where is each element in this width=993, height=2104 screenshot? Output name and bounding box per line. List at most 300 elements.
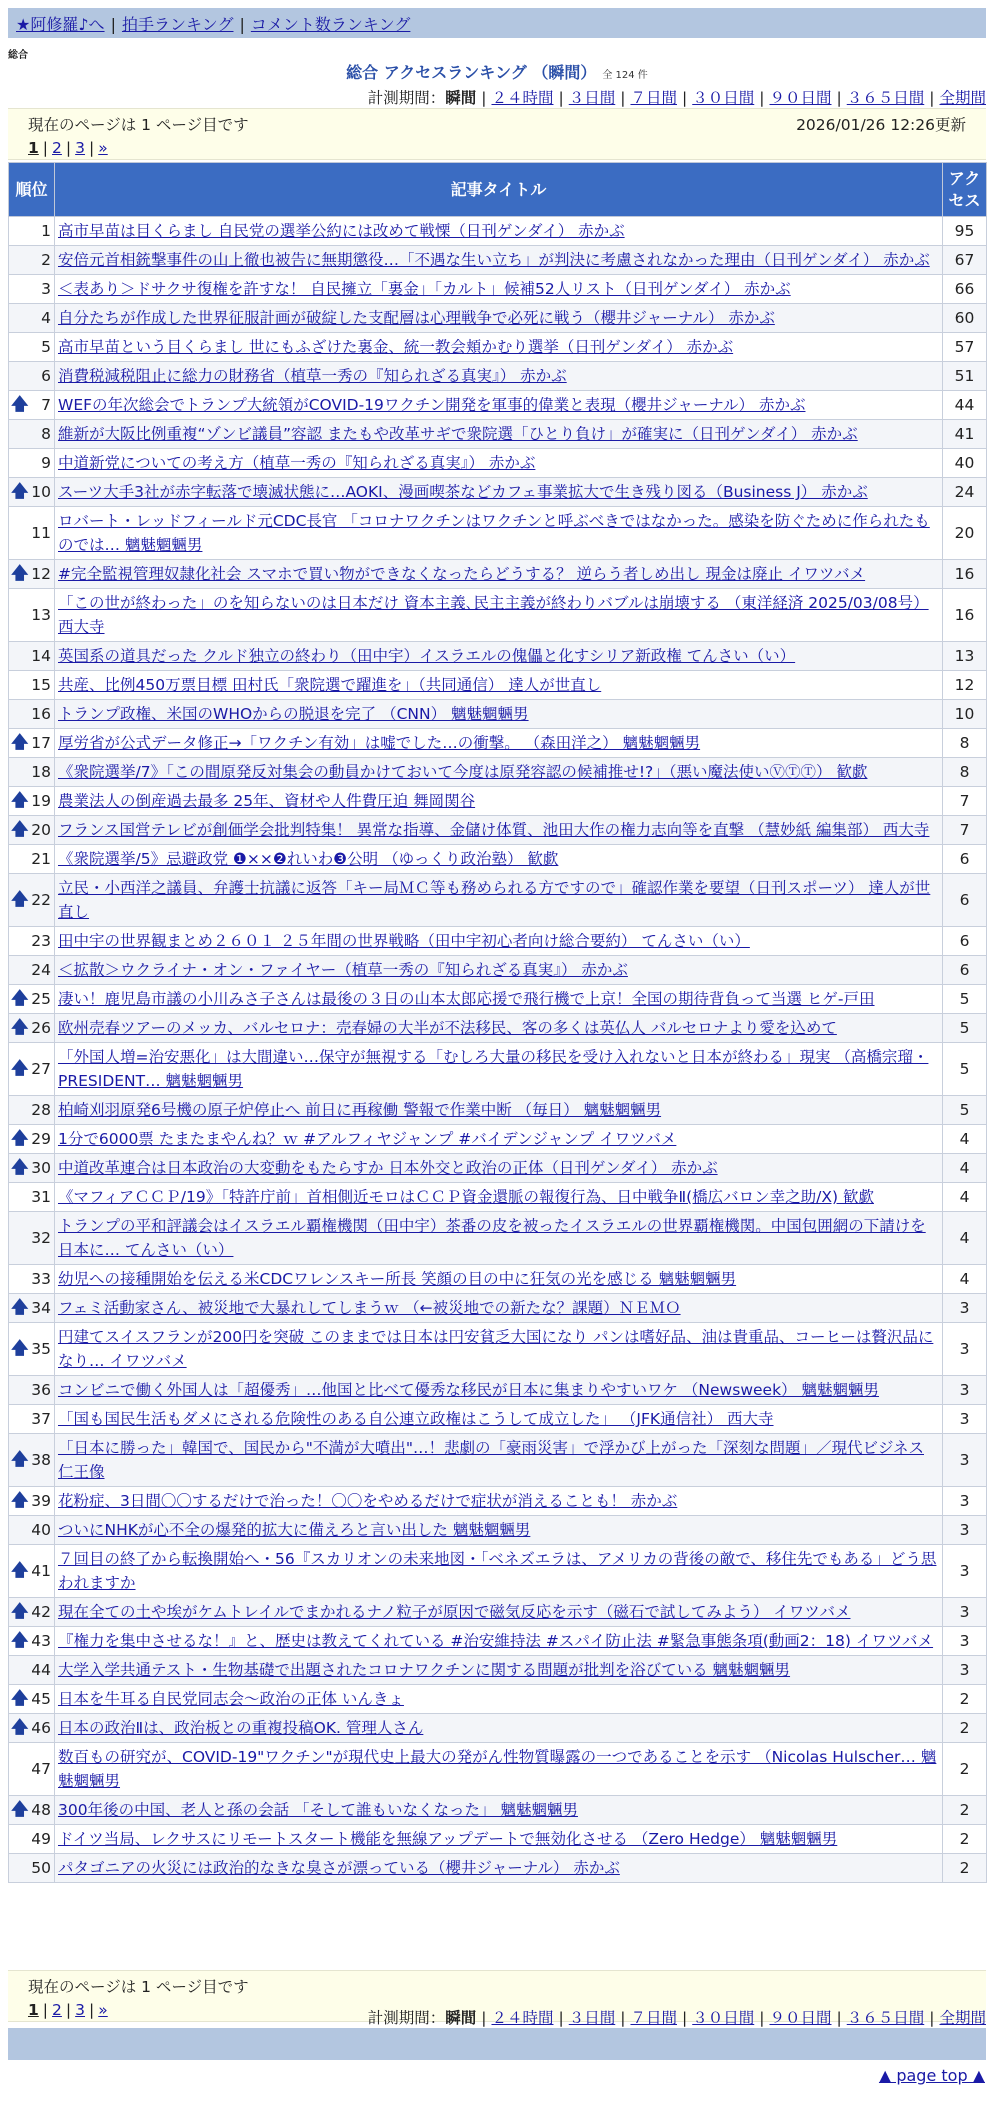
rank-number: 22	[31, 891, 51, 909]
rank-cell	[9, 1487, 55, 1516]
article-title-link[interactable]: 立民・小西洋之議員、弁護士抗議に返答「キー局ＭＣ等も務められる方ですので」確認作業を要望（日刊スポーツ） 達人が世直し	[58, 879, 931, 921]
title-cell	[55, 758, 943, 787]
article-title-link[interactable]: 安倍元首相銃撃事件の山上徹也被告に無期懲役…「不遇な生い立ち」が判決に考慮されなかった理由（日刊ゲンダイ） 赤かぶ	[58, 251, 930, 269]
access-count: 13	[943, 642, 987, 671]
title-cell	[55, 391, 943, 420]
period-selector-top	[8, 86, 986, 108]
article-title-link[interactable]: フランス国営テレビが創価学会批判特集！ 異常な指導、金儲け体質、池田大作の権力志向等を直撃 （慧妙紙 編集部） 西大寺	[58, 821, 930, 839]
title-cell	[55, 449, 943, 478]
rank-cell	[9, 1376, 55, 1405]
article-title-link[interactable]: 自分たちが作成した世界征服計画が破綻した支配層は心理戦争で必死に戦う（櫻井ジャーナル） 赤かぶ	[58, 309, 775, 327]
rank-up-arrow-icon: 🡅	[11, 1128, 29, 1149]
article-title-link[interactable]: 花粉症、3日間〇〇するだけで治った！〇〇をやめるだけで症状が消えることも！ 赤かぶ	[58, 1492, 678, 1510]
rank-number: 50	[31, 1859, 51, 1877]
article-title-link[interactable]: 大学入学共通テスト・生物基礎で出題されたコロナワクチンに関する問題が批判を浴びている 魑魅魍魎男	[58, 1661, 791, 1679]
rank-cell	[9, 1796, 55, 1825]
rank-number: 35	[31, 1340, 51, 1358]
access-count: 16	[943, 589, 987, 642]
rank-cell	[9, 362, 55, 391]
rank-number: 37	[31, 1410, 51, 1428]
rank-cell	[9, 1685, 55, 1714]
rank-cell	[9, 816, 55, 845]
title-cell	[55, 1685, 943, 1714]
current-page-number: 1	[28, 139, 39, 157]
rank-cell	[9, 478, 55, 507]
article-title-link[interactable]: 幼児への接種開始を伝える米CDCワレンスキー所長 笑顔の目の中に狂気の光を感じる 魑魅魍魎男	[58, 1270, 737, 1288]
rank-cell	[9, 589, 55, 642]
table-row	[9, 507, 987, 560]
article-title-link[interactable]: パタゴニアの火災には政治的なきな臭さが漂っている（櫻井ジャーナル） 赤かぶ	[58, 1859, 620, 1877]
article-title-link[interactable]: WEFの年次総会でトランプ大統領がCOVID-19ワクチン開発を軍事的偉業と表現（櫻井ジャーナル） 赤かぶ	[58, 396, 806, 414]
table-row	[9, 589, 987, 642]
access-count: 67	[943, 246, 987, 275]
page-top-link[interactable]: ▲ page top ▲	[878, 2066, 985, 2085]
rank-cell	[9, 956, 55, 985]
article-title-link[interactable]: ロバート・レッドフィールド元CDC長官 「コロナワクチンはワクチンと呼ぶべきではなかった。感染を防ぐために作られたものでは… 魑魅魍魎男	[58, 512, 930, 554]
rank-cell	[9, 1125, 55, 1154]
rank-number: 33	[31, 1270, 51, 1288]
article-title-link[interactable]: 『権力を集中させるな！』と、歴史は教えてくれている #治安維持法 #スパイ防止法 #緊急事態条項(動画2：18) イワツバメ	[58, 1632, 934, 1650]
rank-cell	[9, 333, 55, 362]
article-title-link[interactable]: 数百もの研究が、COVID-19"ワクチン"が現代史上最大の発がん性物質曝露の一つであることを示す （Nicolas Hulscher… 魑魅魍魎男	[58, 1748, 937, 1790]
table-row	[9, 1825, 987, 1854]
article-title-link[interactable]: 「国も国民生活もダメにされる危険性のある自公連立政権はこうして成立した」 （JFK通信社） 西大寺	[58, 1410, 774, 1428]
table-row	[9, 1656, 987, 1685]
next-page-link[interactable]: »	[98, 2001, 108, 2019]
rank-number: 27	[31, 1060, 51, 1078]
article-title-link[interactable]: 日本の政治Ⅱは、政治板との重複投稿OK. 管理人さん	[58, 1719, 424, 1737]
access-count: 24	[943, 478, 987, 507]
article-title-link[interactable]: 「この世が終わった」のを知らないのは日本だけ 資本主義､民主主義が終わりバブルは崩壊する （東洋経済 2025/03/08号） 西大寺	[58, 594, 929, 636]
article-title-link[interactable]: 柏崎刈羽原発6号機の原子炉停止へ 前日に再稼働 警報で作業中断 （毎日） 魑魅魍魎男	[58, 1101, 662, 1119]
table-row	[9, 1854, 987, 1883]
table-row	[9, 217, 987, 246]
access-count: 44	[943, 391, 987, 420]
rank-cell	[9, 1825, 55, 1854]
nav-separator: |	[110, 15, 116, 34]
access-count: 2	[943, 1714, 987, 1743]
title-cell	[55, 1743, 943, 1796]
access-count: 3	[943, 1545, 987, 1598]
period-link[interactable]: ９０日間	[769, 89, 832, 107]
rank-number: 41	[31, 1562, 51, 1580]
current-page-text: 現在のページは 1 ページ目です	[28, 116, 249, 134]
rank-number: 12	[31, 565, 51, 583]
footer-pagetop	[879, 2066, 985, 2085]
title-cell	[55, 1265, 943, 1294]
access-count: 41	[943, 420, 987, 449]
access-count: 3	[943, 1598, 987, 1627]
rank-number: 8	[41, 425, 51, 443]
access-count: 66	[943, 275, 987, 304]
table-row	[9, 1627, 987, 1656]
access-count: 4	[943, 1265, 987, 1294]
table-row	[9, 729, 987, 758]
title-cell	[55, 1656, 943, 1685]
period-separator: |	[929, 2009, 935, 2027]
rank-up-arrow-icon: 🡅	[11, 1688, 29, 1709]
table-header-row	[9, 163, 987, 217]
rank-cell	[9, 1183, 55, 1212]
ranking-title	[8, 60, 986, 83]
rank-number: 40	[31, 1521, 51, 1539]
table-row	[9, 478, 987, 507]
period-link[interactable]: 全期間	[939, 89, 986, 107]
rank-number: 7	[41, 396, 51, 414]
table-row	[9, 1212, 987, 1265]
next-page-link[interactable]: »	[98, 139, 108, 157]
page-separator: |	[42, 2001, 49, 2019]
access-count: 2	[943, 1796, 987, 1825]
total-count: 全 124 件	[602, 70, 648, 81]
updated-timestamp: 2026/01/26 12:26更新	[796, 116, 966, 134]
comment-ranking-link[interactable]: コメント数ランキング	[250, 15, 411, 34]
access-count: 4	[943, 1154, 987, 1183]
title-cell	[55, 362, 943, 391]
title-cell	[55, 985, 943, 1014]
access-count: 5	[943, 1014, 987, 1043]
page-link[interactable]: 3	[75, 2001, 86, 2019]
rank-number: 38	[31, 1451, 51, 1469]
rank-number: 16	[31, 705, 51, 723]
title-cell	[55, 1014, 943, 1043]
rank-cell	[9, 1212, 55, 1265]
rank-up-arrow-icon: 🡅	[11, 1601, 29, 1622]
period-link[interactable]: ３６５日間	[846, 2009, 925, 2027]
article-title-link[interactable]: 欧州売春ツアーのメッカ、バルセロナ：売春婦の大半が不法移民、客の多くは英仏人 バルセロナより愛を込めて	[58, 1019, 837, 1037]
access-count: 3	[943, 1516, 987, 1545]
title-cell	[55, 333, 943, 362]
article-title-link[interactable]: 中道新党についての考え方（植草一秀の『知られざる真実』） 赤かぶ	[58, 454, 536, 472]
rank-up-arrow-icon: 🡅	[11, 819, 29, 840]
title-cell	[55, 1598, 943, 1627]
period-link[interactable]: ７日間	[630, 89, 677, 107]
rank-cell	[9, 560, 55, 589]
table-row	[9, 362, 987, 391]
rank-cell	[9, 1096, 55, 1125]
article-title-link[interactable]: 中道改革連合は日本政治の大変動をもたらすか 日本外交と政治の正体（日刊ゲンダイ） 赤かぶ	[58, 1159, 718, 1177]
table-row	[9, 1796, 987, 1825]
rank-number: 15	[31, 676, 51, 694]
rank-number: 10	[31, 483, 51, 501]
ranking-body	[9, 217, 987, 1883]
article-title-link[interactable]: スーツ大手3社が赤字転落で壊滅状態に…AOKI、漫画喫茶などカフェ事業拡大で生き残り図る（Business J） 赤かぶ	[58, 483, 868, 501]
article-title-link[interactable]: トランプの平和評議会はイスラエル覇権機関（田中宇）茶番の皮を被ったイスラエルの世界覇権機関。中国包囲網の下請けを日本に… てんさい（い）	[58, 1217, 926, 1259]
period-link[interactable]: ３０日間	[692, 2009, 755, 2027]
article-title-link[interactable]: 英国系の道具だった クルド独立の終わり（田中宇）イスラエルの傀儡と化すシリア新政権 てんさい（い）	[58, 647, 796, 665]
title-cell	[55, 1096, 943, 1125]
title-cell	[55, 1154, 943, 1183]
title-cell	[55, 1405, 943, 1434]
clap-ranking-link[interactable]: 拍手ランキング	[121, 15, 234, 34]
period-link[interactable]: 全期間	[939, 2009, 986, 2027]
rank-cell	[9, 729, 55, 758]
period-current: 瞬間	[445, 89, 477, 107]
table-row	[9, 956, 987, 985]
title-cell	[55, 1376, 943, 1405]
rank-cell	[9, 985, 55, 1014]
table-row	[9, 1014, 987, 1043]
table-row	[9, 1516, 987, 1545]
access-count: 6	[943, 845, 987, 874]
article-title-link[interactable]: 現在全ての土や埃がケムトレイルでまかれるナノ粒子が原因で磁気反応を示す（磁石で試してみよう） イワツバメ	[58, 1603, 851, 1621]
rank-number: 2	[41, 251, 51, 269]
title-cell	[55, 927, 943, 956]
article-title-link[interactable]: 日本を牛耳る自民党同志会〜政治の正体 いんきょ	[58, 1690, 404, 1708]
title-cell	[55, 420, 943, 449]
article-title-link[interactable]: #完全監視管理奴隷化社会 スマホで買い物ができなくなったらどうする？ 逆らう者しめ出し 現金は廃止 イワツバメ	[58, 565, 866, 583]
access-count: 3	[943, 1294, 987, 1323]
access-count: 4	[943, 1183, 987, 1212]
rank-number: 20	[31, 821, 51, 839]
access-count: 4	[943, 1212, 987, 1265]
rank-number: 49	[31, 1830, 51, 1848]
rank-number: 6	[41, 367, 51, 385]
title-cell	[55, 560, 943, 589]
rank-cell	[9, 845, 55, 874]
table-row	[9, 845, 987, 874]
rank-up-arrow-icon: 🡅	[11, 1157, 29, 1178]
pager-status-row	[28, 113, 966, 135]
article-title-link[interactable]: 厚労省が公式データ修正→「ワクチン有効」は嘘でした…の衝撃。 （森田洋之） 魑魅魍魎男	[58, 734, 701, 752]
access-count: 51	[943, 362, 987, 391]
article-title-link[interactable]: トランプ政権、米国のWHOからの脱退を完了 （CNN） 魑魅魍魎男	[58, 705, 529, 723]
rank-number: 36	[31, 1381, 51, 1399]
article-title-link[interactable]: 「外国人増=治安悪化」は大間違い…保守が無視する「むしろ大量の移民を受け入れないと日本が終わる」現実 （高橋宗瑠・PRESIDENT… 魑魅魍魎男	[58, 1048, 929, 1090]
rank-cell	[9, 1656, 55, 1685]
table-row	[9, 671, 987, 700]
rank-number: 48	[31, 1801, 51, 1819]
rank-number: 14	[31, 647, 51, 665]
title-cell	[55, 1294, 943, 1323]
header-rank: 順位	[9, 163, 55, 217]
table-row	[9, 1434, 987, 1487]
rank-cell	[9, 420, 55, 449]
rank-number: 4	[41, 309, 51, 327]
article-title-link[interactable]: 《マフィアＣＣＰ/19》「特許庁前」首相側近モロはＣＣＰ資金還脈の報復行為、日中戦争Ⅱ(橋広バロン幸之助/Ⅹ) 歓歔	[58, 1188, 874, 1206]
access-count: 3	[943, 1656, 987, 1685]
article-title-link[interactable]: 「日本に勝った」韓国で、国民から"不満が大噴出"…！悲劇の「豪雨災害」で浮かび上がった「深刻な問題」／現代ビジネス 仁王像	[58, 1439, 924, 1481]
rank-up-arrow-icon: 🡅	[11, 988, 29, 1009]
rank-number: 18	[31, 763, 51, 781]
rank-cell	[9, 1714, 55, 1743]
access-count: 5	[943, 985, 987, 1014]
period-separator: |	[620, 89, 626, 107]
period-label: 計測期間：	[367, 2009, 446, 2027]
table-row	[9, 560, 987, 589]
period-separator: |	[620, 2009, 626, 2027]
article-title-link[interactable]: 共産、比例450万票目標 田村氏「衆院選で躍進を」（共同通信） 達人が世直し	[58, 676, 602, 694]
title-cell	[55, 1487, 943, 1516]
article-title-link[interactable]: 高市早苗は目くらまし 自民党の選挙公約には改めて戦慄（日刊ゲンダイ） 赤かぶ	[58, 222, 625, 240]
page-separator: |	[89, 2001, 95, 2019]
period-link[interactable]: ３日間	[568, 2009, 616, 2027]
rank-up-arrow-icon: 🡅	[11, 563, 29, 584]
title-cell	[55, 304, 943, 333]
article-title-link[interactable]: ドイツ当局、レクサスにリモートスタート機能を無線アップデートで無効化させる （Zero Hedge） 魑魅魍魎男	[58, 1830, 838, 1848]
article-title-link[interactable]: 《衆院選挙/7》「この間原発反対集会の動員かけておいて今度は原発容認の候補推せ!?」（悪い魔法使いⓋⓉⓉ） 歓歔	[58, 763, 868, 781]
title-cell	[55, 845, 943, 874]
table-row	[9, 787, 987, 816]
page-link[interactable]: 2	[52, 139, 62, 157]
rank-number: 29	[31, 1130, 51, 1148]
access-count: 3	[943, 1405, 987, 1434]
period-link[interactable]: ９０日間	[769, 2009, 832, 2027]
access-count: 16	[943, 560, 987, 589]
access-count: 6	[943, 874, 987, 927]
rank-number: 34	[31, 1299, 51, 1317]
title-cell	[55, 874, 943, 927]
title-cell	[55, 1854, 943, 1883]
page-separator: |	[65, 139, 72, 157]
title-cell	[55, 1212, 943, 1265]
access-count: 2	[943, 1743, 987, 1796]
rank-cell	[9, 1743, 55, 1796]
article-title-link[interactable]: 300年後の中国、老人と孫の会話 「そして誰もいなくなった」 魑魅魍魎男	[58, 1801, 578, 1819]
access-count: 3	[943, 1376, 987, 1405]
rank-number: 25	[31, 990, 51, 1008]
article-title-link[interactable]: 高市早苗という目くらまし 世にもふざけた裏金、統一教会頬かむり選挙（日刊ゲンダイ） 赤かぶ	[58, 338, 734, 356]
rank-number: 9	[41, 454, 51, 472]
period-separator: |	[682, 2009, 688, 2027]
table-row	[9, 304, 987, 333]
article-title-link[interactable]: 維新が大阪比例重複“ゾンビ議員”容認 またもや改革サギで衆院選「ひとり負け」が確実に（日刊ゲンダイ） 赤かぶ	[58, 425, 858, 443]
access-count: 20	[943, 507, 987, 560]
access-count: 3	[943, 1323, 987, 1376]
period-link[interactable]: ３６５日間	[846, 89, 925, 107]
title-cell	[55, 246, 943, 275]
rank-up-arrow-icon: 🡅	[11, 790, 29, 811]
rank-number: 30	[31, 1159, 51, 1177]
rank-up-arrow-icon: 🡅	[11, 1799, 29, 1820]
title-cell	[55, 1516, 943, 1545]
rank-up-arrow-icon: 🡅	[11, 394, 29, 415]
table-row	[9, 1714, 987, 1743]
rank-number: 39	[31, 1492, 51, 1510]
rank-number: 47	[31, 1760, 51, 1778]
rank-up-arrow-icon: 🡅	[11, 1297, 29, 1318]
article-title-link[interactable]: フェミ活動家さん、被災地で大暴れしてしまうｗ （←被災地での新たな？課題）ＮＥＭＯ	[58, 1299, 681, 1317]
rank-up-arrow-icon: 🡅	[11, 481, 29, 502]
title-cell	[55, 217, 943, 246]
article-title-link[interactable]: 《衆院選挙/5》忌避政党 ❶××❷れいわ❸公明 （ゆっくり政治塾） 歓歔	[58, 850, 559, 868]
rank-number: 23	[31, 932, 51, 950]
rank-cell	[9, 1434, 55, 1487]
pager-top	[8, 108, 986, 160]
table-row	[9, 1125, 987, 1154]
period-link[interactable]: ７日間	[630, 2009, 677, 2027]
access-count: 3	[943, 1434, 987, 1487]
nav-separator: |	[239, 15, 245, 34]
access-count: 2	[943, 1825, 987, 1854]
period-link[interactable]: ３０日間	[692, 89, 755, 107]
page-link[interactable]: 2	[52, 2001, 62, 2019]
table-row	[9, 1183, 987, 1212]
period-separator: |	[836, 2009, 842, 2027]
period-link[interactable]: ３日間	[568, 89, 616, 107]
rank-number: 28	[31, 1101, 51, 1119]
rank-cell	[9, 700, 55, 729]
article-title-link[interactable]: ついにNHKが心不全の爆発的拡大に備えろと言い出した 魑魅魍魎男	[58, 1521, 531, 1539]
pager-status-row	[28, 1975, 966, 1997]
rank-up-arrow-icon: 🡅	[11, 889, 29, 910]
table-row	[9, 246, 987, 275]
title-cell	[55, 1627, 943, 1656]
access-count: 6	[943, 956, 987, 985]
table-row	[9, 391, 987, 420]
period-separator: |	[836, 89, 842, 107]
article-title-link[interactable]: コンビニで働く外国人は「超優秀」…他国と比べて優秀な移民が日本に集まりやすいワケ （Newsweek） 魑魅魍魎男	[58, 1381, 879, 1399]
rank-up-arrow-icon: 🡅	[11, 1017, 29, 1038]
article-title-link[interactable]: 田中宇の世界観まとめ２６０１ ２５年間の世界戦略（田中宇初心者向け総合要約） てんさい（い）	[58, 932, 750, 950]
article-title-link[interactable]: ＜表あり＞ドサクサ復権を許すな！ 自民擁立「裏金」「カルト」候補52人リスト（日刊ゲンダイ） 赤かぶ	[58, 280, 791, 298]
table-row	[9, 420, 987, 449]
table-row	[9, 927, 987, 956]
ranking-table	[8, 162, 987, 1883]
access-count: 8	[943, 729, 987, 758]
period-link[interactable]: ２４時間	[491, 2009, 554, 2027]
rank-cell	[9, 1014, 55, 1043]
access-count: 3	[943, 1627, 987, 1656]
home-link[interactable]: ★阿修羅♪へ	[16, 15, 105, 34]
access-count: 6	[943, 927, 987, 956]
article-title-link[interactable]: 消費税減税阻止に総力の財務省（植草一秀の『知られざる真実』） 赤かぶ	[58, 367, 567, 385]
rank-cell	[9, 1265, 55, 1294]
rank-cell	[9, 874, 55, 927]
article-title-link[interactable]: 1分で6000票 たまたまやんね？ｗ #アルフィヤジャンプ #バイデンジャンプ イワツバメ	[58, 1130, 677, 1148]
rank-cell	[9, 1294, 55, 1323]
article-title-link[interactable]: 円建てスイスフランが200円を突破 このままでは日本は円安貧乏大国になり パンは嗜好品、油は貴重品、コーヒーは贅沢品になり… イワツバメ	[58, 1328, 934, 1370]
rank-cell	[9, 1545, 55, 1598]
rank-cell	[9, 642, 55, 671]
rank-number: 32	[31, 1229, 51, 1247]
title-cell	[55, 1825, 943, 1854]
title-cell	[55, 1545, 943, 1598]
article-title-link[interactable]: ７回目の終了から転換開始へ・56『スカリオンの未来地図・「ベネズエラは、アメリカの背後の敵で、移住先でもある」どう思われますか	[58, 1550, 937, 1592]
access-count: 4	[943, 1125, 987, 1154]
rank-cell	[9, 246, 55, 275]
page-separator: |	[42, 139, 49, 157]
table-row	[9, 1265, 987, 1294]
table-row	[9, 1405, 987, 1434]
title-cell	[55, 1434, 943, 1487]
period-separator: |	[929, 89, 935, 107]
page-title: 総合 アクセスランキング （瞬間）	[346, 63, 597, 82]
table-row	[9, 1154, 987, 1183]
article-title-link[interactable]: 凄い！鹿児島市議の小川みさ子さんは最後の３日の山本太郎応援で飛行機で上京！全国の期待背負って当選 ヒゲ-戸田	[58, 990, 875, 1008]
article-title-link[interactable]: ＜拡散＞ウクライナ・オン・ファイヤー（植草一秀の『知られざる真実』） 赤かぶ	[58, 961, 628, 979]
access-count: 60	[943, 304, 987, 333]
title-cell	[55, 478, 943, 507]
access-count: 95	[943, 217, 987, 246]
rank-cell	[9, 671, 55, 700]
page-link[interactable]: 3	[75, 139, 86, 157]
rank-number: 31	[31, 1188, 51, 1206]
table-row	[9, 1743, 987, 1796]
rank-cell	[9, 304, 55, 333]
rank-cell	[9, 217, 55, 246]
table-row	[9, 1598, 987, 1627]
access-count: 5	[943, 1043, 987, 1096]
rank-cell	[9, 787, 55, 816]
rank-up-arrow-icon: 🡅	[11, 732, 29, 753]
period-link[interactable]: ２４時間	[491, 89, 554, 107]
rank-up-arrow-icon: 🡅	[11, 1338, 29, 1359]
rank-cell	[9, 391, 55, 420]
rank-cell	[9, 275, 55, 304]
rank-number: 3	[41, 280, 51, 298]
article-title-link[interactable]: 農業法人の倒産過去最多 25年、資材や人件費圧迫 舞岡関谷	[58, 792, 476, 810]
